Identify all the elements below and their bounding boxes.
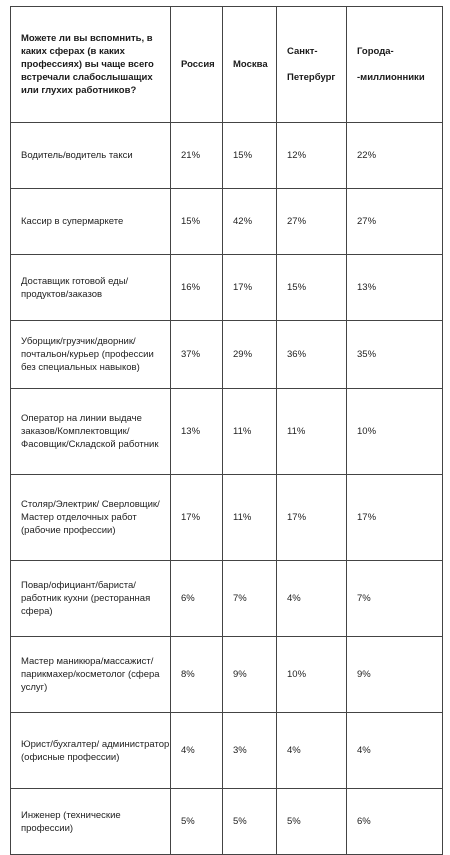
cell-moscow: 15% [223, 123, 277, 189]
cell-millionaires: 35% [347, 321, 443, 389]
row-label: Доставщик готовой еды/ продуктов/заказов [11, 255, 171, 321]
cell-millionaires: 10% [347, 389, 443, 475]
cell-russia: 5% [171, 789, 223, 855]
spb-header-line2: Петербург [287, 72, 336, 83]
cell-spb: 15% [277, 255, 347, 321]
row-label: Водитель/водитель такси [11, 123, 171, 189]
cell-moscow: 11% [223, 475, 277, 561]
table-row [11, 389, 443, 475]
cell-moscow: 3% [223, 713, 277, 789]
cell-millionaires: 22% [347, 123, 443, 189]
cell-millionaires: 27% [347, 189, 443, 255]
survey-table [10, 6, 443, 855]
cell-russia: 13% [171, 389, 223, 475]
cell-spb: 4% [277, 713, 347, 789]
cell-spb: 36% [277, 321, 347, 389]
cell-millionaires: 6% [347, 789, 443, 855]
row-label: Мастер маникюра/массажист/ парикмахер/косметолог (сфера услуг) [11, 637, 171, 713]
row-label: Уборщик/грузчик/дворник/ почтальон/курьер (профессии без специальных навыков) [11, 321, 171, 389]
cell-russia: 17% [171, 475, 223, 561]
cell-spb: 12% [277, 123, 347, 189]
cell-russia: 21% [171, 123, 223, 189]
cell-moscow: 17% [223, 255, 277, 321]
cell-spb: 27% [277, 189, 347, 255]
cell-moscow: 5% [223, 789, 277, 855]
row-label: Инженер (технические профессии) [11, 789, 171, 855]
millionaires-header [347, 7, 443, 123]
table-row [11, 789, 443, 855]
moscow-header: Москва [223, 7, 277, 123]
row-label: Юрист/бухгалтер/ администратор (офисные профессии) [11, 713, 171, 789]
table-row [11, 561, 443, 637]
russia-header: Россия [171, 7, 223, 123]
millionaires-header-line1: Города- [357, 46, 394, 57]
table-row [11, 255, 443, 321]
cell-moscow: 42% [223, 189, 277, 255]
row-label: Кассир в супермаркете [11, 189, 171, 255]
row-label: Оператор на линии выдаче заказов/Комплектовщик/ Фасовщик/Складской работник [11, 389, 171, 475]
cell-moscow: 7% [223, 561, 277, 637]
cell-millionaires: 9% [347, 637, 443, 713]
table-row [11, 475, 443, 561]
cell-moscow: 9% [223, 637, 277, 713]
cell-moscow: 11% [223, 389, 277, 475]
table-row [11, 123, 443, 189]
table-header-row [11, 7, 443, 123]
spb-header [277, 7, 347, 123]
cell-russia: 6% [171, 561, 223, 637]
table-row [11, 189, 443, 255]
millionaires-header-line2: -миллионники [357, 72, 425, 83]
cell-spb: 17% [277, 475, 347, 561]
table-row [11, 321, 443, 389]
cell-millionaires: 17% [347, 475, 443, 561]
cell-millionaires: 13% [347, 255, 443, 321]
cell-russia: 16% [171, 255, 223, 321]
row-label: Повар/официант/бариста/ работник кухни (ресторанная сфера) [11, 561, 171, 637]
cell-spb: 4% [277, 561, 347, 637]
table-body [11, 123, 443, 855]
spb-header-line1: Санкт- [287, 46, 318, 57]
cell-spb: 10% [277, 637, 347, 713]
table-row [11, 637, 443, 713]
cell-spb: 11% [277, 389, 347, 475]
cell-russia: 8% [171, 637, 223, 713]
cell-millionaires: 7% [347, 561, 443, 637]
cell-russia: 4% [171, 713, 223, 789]
question-header: Можете ли вы вспомнить, в каких сферах (в каких профессиях) вы чаще всего встречали слабослышащих или глухих работников? [11, 7, 171, 123]
cell-russia: 15% [171, 189, 223, 255]
cell-spb: 5% [277, 789, 347, 855]
table-row [11, 713, 443, 789]
row-label: Столяр/Электрик/ Сверловщик/ Мастер отделочных работ (рабочие профессии) [11, 475, 171, 561]
cell-millionaires: 4% [347, 713, 443, 789]
cell-russia: 37% [171, 321, 223, 389]
cell-moscow: 29% [223, 321, 277, 389]
